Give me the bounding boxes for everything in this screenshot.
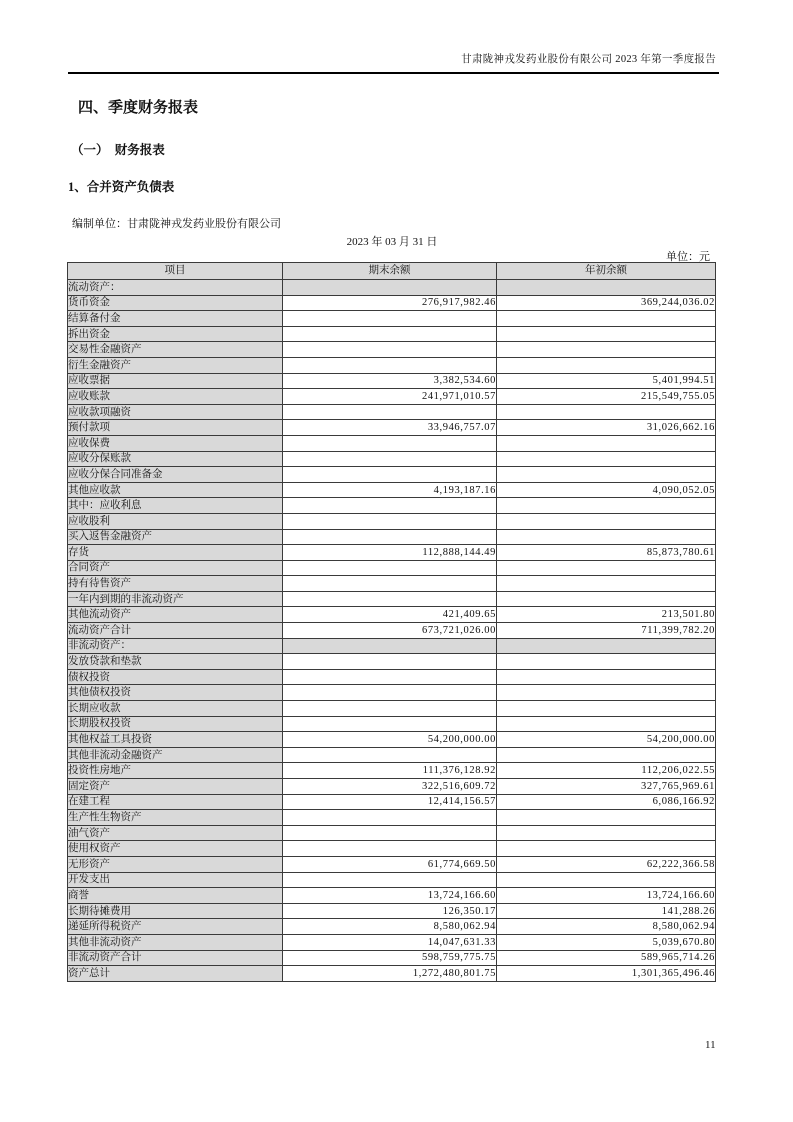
beginning-balance-cell	[497, 701, 716, 717]
beginning-balance-cell: 213,501.80	[497, 607, 716, 623]
column-header-beginning-balance: 年初余额	[497, 263, 716, 280]
table-row	[68, 966, 716, 982]
ending-balance-cell	[283, 810, 497, 826]
row-label-cell: 存货	[68, 545, 283, 561]
beginning-balance-cell	[497, 872, 716, 888]
table-header-row	[68, 263, 716, 280]
row-label-cell: 长期应收款	[68, 701, 283, 717]
ending-balance-cell	[283, 529, 497, 545]
section-row	[68, 280, 716, 296]
ending-balance-cell	[283, 591, 497, 607]
beginning-balance-cell	[497, 467, 716, 483]
table-row	[68, 841, 716, 857]
beginning-balance-cell	[497, 451, 716, 467]
ending-balance-cell: 112,888,144.49	[283, 545, 497, 561]
statement-date: 2023 年 03 月 31 日	[346, 236, 438, 248]
table-row	[68, 560, 716, 576]
prepared-by-line: 编制单位：甘肃陇神戎发药业股份有限公司	[72, 218, 281, 230]
beginning-balance-cell: 4,090,052.05	[497, 482, 716, 498]
beginning-balance-cell	[497, 654, 716, 670]
table-row	[68, 435, 716, 451]
ending-balance-cell	[283, 280, 497, 296]
beginning-balance-cell: 1,301,365,496.46	[497, 966, 716, 982]
table-row	[68, 872, 716, 888]
unit-label: 单位：元	[666, 251, 710, 263]
row-label-cell: 货币资金	[68, 295, 283, 311]
beginning-balance-cell: 62,222,366.58	[497, 856, 716, 872]
table-row	[68, 451, 716, 467]
beginning-balance-cell: 8,580,062.94	[497, 919, 716, 935]
table-row	[68, 498, 716, 514]
row-label-cell: 其他流动资产	[68, 607, 283, 623]
row-label-cell: 开发支出	[68, 872, 283, 888]
table-row	[68, 856, 716, 872]
row-label-cell: 预付款项	[68, 420, 283, 436]
ending-balance-cell	[283, 326, 497, 342]
beginning-balance-cell	[497, 716, 716, 732]
beginning-balance-cell: 5,401,994.51	[497, 373, 716, 389]
ending-balance-cell: 8,580,062.94	[283, 919, 497, 935]
beginning-balance-cell: 85,873,780.61	[497, 545, 716, 561]
beginning-balance-cell: 112,206,022.55	[497, 763, 716, 779]
table-row	[68, 404, 716, 420]
ending-balance-cell: 61,774,669.50	[283, 856, 497, 872]
ending-balance-cell: 3,382,534.60	[283, 373, 497, 389]
beginning-balance-cell	[497, 280, 716, 296]
ending-balance-cell: 13,724,166.60	[283, 888, 497, 904]
row-label-cell: 其他债权投资	[68, 685, 283, 701]
table-row	[68, 482, 716, 498]
row-label-cell: 油气资产	[68, 825, 283, 841]
ending-balance-cell	[283, 560, 497, 576]
row-label-cell: 递延所得税资产	[68, 919, 283, 935]
beginning-balance-cell	[497, 576, 716, 592]
beginning-balance-cell: 711,399,782.20	[497, 623, 716, 639]
row-label-cell: 其他应收款	[68, 482, 283, 498]
ending-balance-cell: 276,917,982.46	[283, 295, 497, 311]
row-label-cell: 一年内到期的非流动资产	[68, 591, 283, 607]
row-label-cell: 应收票据	[68, 373, 283, 389]
row-label-cell: 应收款项融资	[68, 404, 283, 420]
ending-balance-cell: 4,193,187.16	[283, 482, 497, 498]
ending-balance-cell	[283, 435, 497, 451]
table-row	[68, 326, 716, 342]
ending-balance-cell	[283, 513, 497, 529]
table-row	[68, 623, 716, 639]
ending-balance-cell: 673,721,026.00	[283, 623, 497, 639]
row-label-cell: 非流动资产合计	[68, 950, 283, 966]
ending-balance-cell	[283, 701, 497, 717]
ending-balance-cell	[283, 654, 497, 670]
ending-balance-cell	[283, 451, 497, 467]
ending-balance-cell	[283, 342, 497, 358]
ending-balance-cell	[283, 825, 497, 841]
ending-balance-cell	[283, 576, 497, 592]
header-rule-divider	[68, 72, 719, 74]
ending-balance-cell	[283, 311, 497, 327]
document-header-title: 甘肃陇神戎发药业股份有限公司 2023 年第一季度报告	[461, 54, 716, 65]
table-row	[68, 529, 716, 545]
row-label-cell: 拆出资金	[68, 326, 283, 342]
table-row	[68, 779, 716, 795]
ending-balance-cell	[283, 467, 497, 483]
row-label-cell: 应收保费	[68, 435, 283, 451]
table-row	[68, 825, 716, 841]
ending-balance-cell: 126,350.17	[283, 903, 497, 919]
table-row	[68, 342, 716, 358]
beginning-balance-cell: 215,549,755.05	[497, 389, 716, 405]
table-row	[68, 810, 716, 826]
row-label-cell: 在建工程	[68, 794, 283, 810]
row-label-cell: 资产总计	[68, 966, 283, 982]
ending-balance-cell: 1,272,480,801.75	[283, 966, 497, 982]
balance-sheet-table	[67, 262, 716, 982]
ending-balance-cell: 598,759,775.75	[283, 950, 497, 966]
beginning-balance-cell: 141,288.26	[497, 903, 716, 919]
table-row	[68, 311, 716, 327]
beginning-balance-cell: 327,765,969.61	[497, 779, 716, 795]
row-label-cell: 使用权资产	[68, 841, 283, 857]
row-label-cell: 发放贷款和垫款	[68, 654, 283, 670]
row-label-cell: 应收分保合同准备金	[68, 467, 283, 483]
beginning-balance-cell	[497, 638, 716, 654]
beginning-balance-cell	[497, 841, 716, 857]
table-row	[68, 669, 716, 685]
table-row	[68, 919, 716, 935]
beginning-balance-cell	[497, 513, 716, 529]
table-row	[68, 763, 716, 779]
section-title-quarterly-statements: 四、季度财务报表	[78, 100, 199, 116]
table-row	[68, 576, 716, 592]
table-row	[68, 513, 716, 529]
beginning-balance-cell	[497, 435, 716, 451]
ending-balance-cell	[283, 685, 497, 701]
row-label-cell: 非流动资产：	[68, 638, 283, 654]
beginning-balance-cell	[497, 311, 716, 327]
ending-balance-cell: 54,200,000.00	[283, 732, 497, 748]
table-row	[68, 467, 716, 483]
row-label-cell: 债权投资	[68, 669, 283, 685]
table-row	[68, 888, 716, 904]
beginning-balance-cell	[497, 825, 716, 841]
ending-balance-cell: 241,971,010.57	[283, 389, 497, 405]
beginning-balance-cell	[497, 529, 716, 545]
row-label-cell: 应收股利	[68, 513, 283, 529]
beginning-balance-cell: 54,200,000.00	[497, 732, 716, 748]
beginning-balance-cell: 6,086,166.92	[497, 794, 716, 810]
table-row	[68, 794, 716, 810]
table-row	[68, 420, 716, 436]
table-row	[68, 373, 716, 389]
row-label-cell: 结算备付金	[68, 311, 283, 327]
table-row	[68, 389, 716, 405]
table-row	[68, 716, 716, 732]
section-row	[68, 638, 716, 654]
row-label-cell: 生产性生物资产	[68, 810, 283, 826]
row-label-cell: 衍生金融资产	[68, 357, 283, 373]
beginning-balance-cell	[497, 669, 716, 685]
beginning-balance-cell: 31,026,662.16	[497, 420, 716, 436]
row-label-cell: 应收分保账款	[68, 451, 283, 467]
beginning-balance-cell	[497, 747, 716, 763]
ending-balance-cell: 33,946,757.07	[283, 420, 497, 436]
table-row	[68, 685, 716, 701]
beginning-balance-cell	[497, 685, 716, 701]
ending-balance-cell	[283, 716, 497, 732]
row-label-cell: 交易性金融资产	[68, 342, 283, 358]
beginning-balance-cell	[497, 326, 716, 342]
row-label-cell: 其他非流动资产	[68, 934, 283, 950]
beginning-balance-cell: 369,244,036.02	[497, 295, 716, 311]
beginning-balance-cell	[497, 591, 716, 607]
ending-balance-cell	[283, 872, 497, 888]
row-label-cell: 合同资产	[68, 560, 283, 576]
beginning-balance-cell	[497, 342, 716, 358]
table-row	[68, 903, 716, 919]
column-header-ending-balance: 期末余额	[283, 263, 497, 280]
row-label-cell: 投资性房地产	[68, 763, 283, 779]
row-label-cell: 无形资产	[68, 856, 283, 872]
ending-balance-cell: 322,516,609.72	[283, 779, 497, 795]
statement-title-consolidated-balance-sheet: 1、合并资产负债表	[68, 180, 175, 194]
table-row	[68, 654, 716, 670]
row-label-cell: 长期待摊费用	[68, 903, 283, 919]
beginning-balance-cell	[497, 810, 716, 826]
row-label-cell: 持有待售资产	[68, 576, 283, 592]
table-row	[68, 934, 716, 950]
row-label-cell: 应收账款	[68, 389, 283, 405]
table-row	[68, 591, 716, 607]
beginning-balance-cell	[497, 357, 716, 373]
table-row	[68, 545, 716, 561]
ending-balance-cell	[283, 498, 497, 514]
table-row	[68, 295, 716, 311]
ending-balance-cell	[283, 841, 497, 857]
row-label-cell: 流动资产：	[68, 280, 283, 296]
row-label-cell: 其中：应收利息	[68, 498, 283, 514]
row-label-cell: 商誉	[68, 888, 283, 904]
row-label-cell: 流动资产合计	[68, 623, 283, 639]
table-row	[68, 950, 716, 966]
beginning-balance-cell	[497, 404, 716, 420]
table-row	[68, 747, 716, 763]
row-label-cell: 其他权益工具投资	[68, 732, 283, 748]
table-row	[68, 607, 716, 623]
row-label-cell: 买入返售金融资产	[68, 529, 283, 545]
ending-balance-cell: 14,047,631.33	[283, 934, 497, 950]
beginning-balance-cell: 589,965,714.26	[497, 950, 716, 966]
ending-balance-cell	[283, 357, 497, 373]
row-label-cell: 长期股权投资	[68, 716, 283, 732]
ending-balance-cell	[283, 747, 497, 763]
beginning-balance-cell	[497, 498, 716, 514]
beginning-balance-cell	[497, 560, 716, 576]
ending-balance-cell: 421,409.65	[283, 607, 497, 623]
beginning-balance-cell: 5,039,670.80	[497, 934, 716, 950]
row-label-cell: 固定资产	[68, 779, 283, 795]
column-header-item: 项目	[68, 263, 283, 280]
ending-balance-cell	[283, 669, 497, 685]
page-number: 11	[705, 1039, 716, 1051]
table-row	[68, 357, 716, 373]
table-row	[68, 701, 716, 717]
row-label-cell: 其他非流动金融资产	[68, 747, 283, 763]
ending-balance-cell	[283, 404, 497, 420]
ending-balance-cell: 12,414,156.57	[283, 794, 497, 810]
subsection-title-financial-statements: （一） 财务报表	[71, 143, 165, 157]
table-row	[68, 732, 716, 748]
ending-balance-cell	[283, 638, 497, 654]
ending-balance-cell: 111,376,128.92	[283, 763, 497, 779]
beginning-balance-cell: 13,724,166.60	[497, 888, 716, 904]
